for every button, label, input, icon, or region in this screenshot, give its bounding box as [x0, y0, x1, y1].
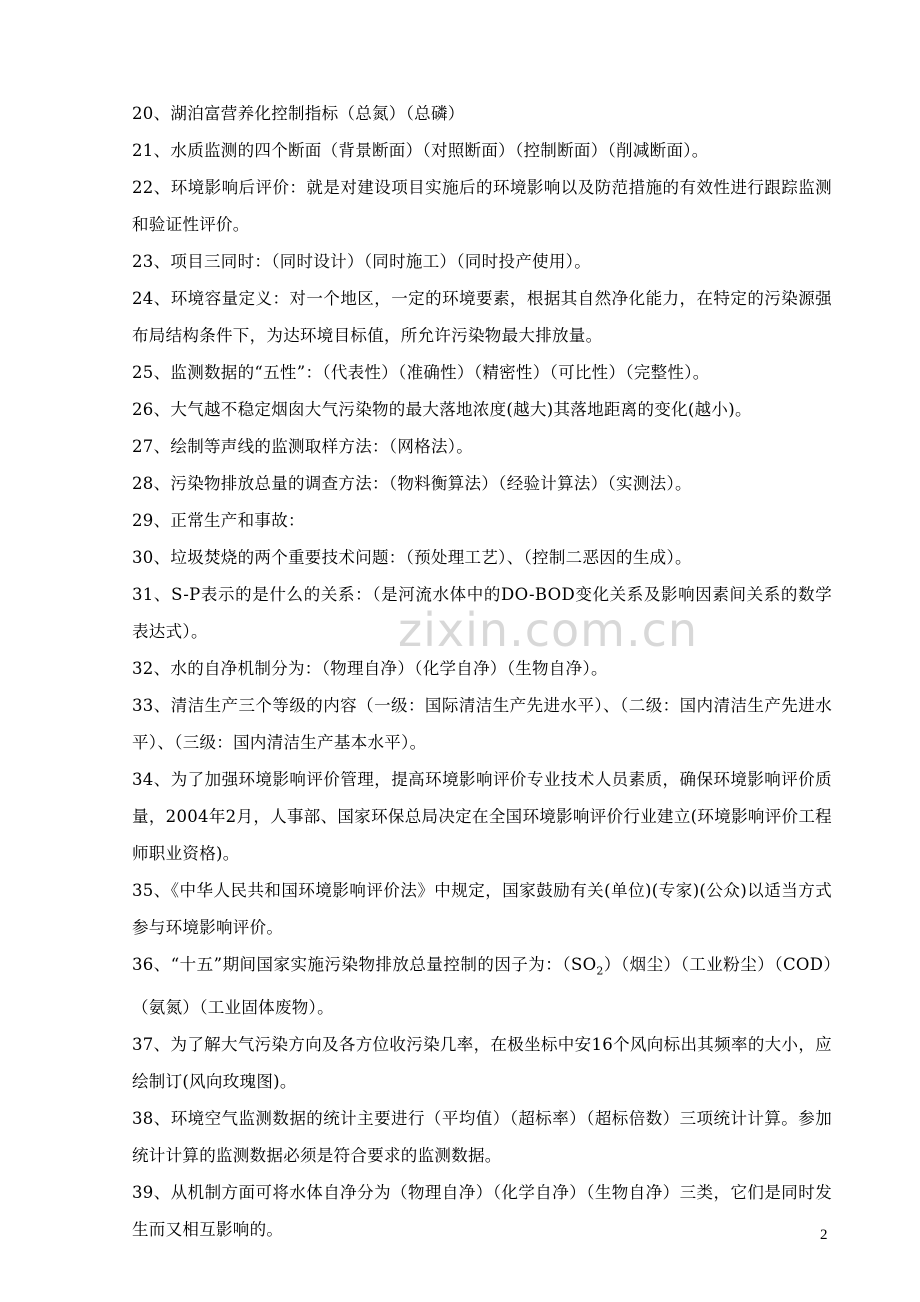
- list-item: 24、环境容量定义：对一个地区，一定的环境要素，根据其自然净化能力，在特定的污染源强布局结构条件下，为达环境目标值，所允许污染物最大排放量。: [132, 289, 832, 345]
- list-item: 35、《中华人民共和国环境影响评价法》中规定，国家鼓励有关(单位)(专家)(公众)以适当方式参与环境影响评价。: [132, 881, 832, 937]
- list-item: 31、S-P表示的是什么的关系：（是河流水体中的DO-BOD变化关系及影响因素间关系的数学表达式）。: [132, 585, 832, 641]
- list-item: 27、绘制等声线的监测取样方法：（网格法）。: [132, 437, 474, 456]
- list-item: 22、环境影响后评价：就是对建设项目实施后的环境影响以及防范措施的有效性进行跟踪监测和验证性评价。: [132, 178, 832, 234]
- list-item: 26、大气越不稳定烟囱大气污染物的最大落地浓度(越大)其落地距离的变化(越小)。: [132, 400, 752, 419]
- list-item: 38、环境空气监测数据的统计主要进行（平均值）（超标率）（超标倍数）三项统计计算。参加统计计算的监测数据必须是符合要求的监测数据。: [132, 1109, 832, 1166]
- list-item: 28、污染物排放总量的调查方法：（物料衡算法）（经验计算法）（实测法）。: [132, 474, 692, 493]
- list-item: 34、为了加强环境影响评价管理，提高环境影响评价专业技术人员素质，确保环境影响评价质量，2004年2月，人事部、国家环保总局决定在全国环境影响评价行业建立(环境影响评价工程师职业资格)。: [132, 770, 832, 863]
- list-item: 37、为了解大气污染方向及各方位收污染几率，在极坐标中安16个风向标出其频率的大小，应绘制订(风向玫瑰图)。: [132, 1035, 832, 1092]
- list-item: 29、正常生产和事故：: [132, 511, 305, 530]
- list-item: 32、水的自净机制分为：（物理自净）（化学自净）（生物自净）。: [132, 659, 608, 678]
- list-item: 21、水质监测的四个断面（背景断面）（对照断面）（控制断面）（削减断面）。: [132, 141, 709, 160]
- list-item: 39、从机制方面可将水体自净分为（物理自净）（化学自净）（生物自净）三类，它们是同时发生而又相互影响的。: [132, 1183, 832, 1240]
- list-item: 30、垃圾焚烧的两个重要技术问题：（预处理工艺）、（控制二恶因的生成）。: [132, 548, 692, 567]
- list-item: 23、项目三同时：（同时设计）（同时施工）（同时投产使用）。: [132, 252, 591, 271]
- item36-subscript: 2: [596, 964, 604, 978]
- item36-text-after: ）（烟尘）（工业粉尘）（COD）（氨氮）（工业固体废物）。: [132, 955, 832, 1018]
- page-number: 2: [820, 1227, 828, 1243]
- watermark: zixin.com.cn: [398, 603, 699, 657]
- document-body: [132, 95, 832, 1248]
- list-item: 20、湖泊富营养化控制指标（总氮）（总磷）: [132, 104, 465, 123]
- item36-text-before: 36、“十五”期间国家实施污染物排放总量控制的因子为：（SO: [132, 955, 597, 974]
- list-item: 33、清洁生产三个等级的内容（一级：国际清洁生产先进水平）、（二级：国内清洁生产先进水平）、（三级：国内清洁生产基本水平）。: [132, 696, 832, 752]
- list-item-36: [132, 946, 832, 1026]
- list-item: 25、监测数据的“五性”：（代表性）（准确性）（精密性）（可比性）（完整性）。: [132, 363, 710, 382]
